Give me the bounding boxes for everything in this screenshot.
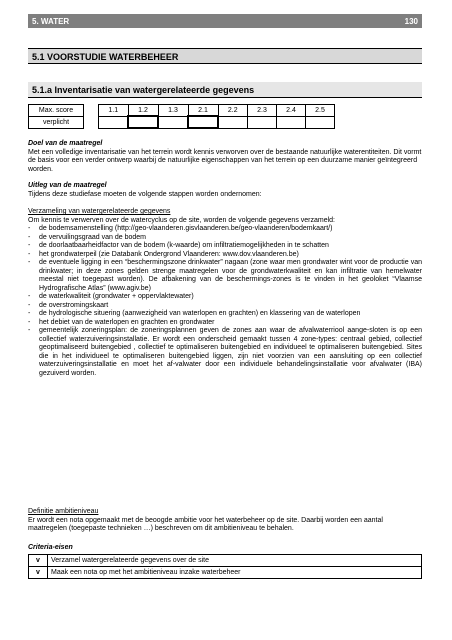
score-cell [277,116,306,128]
list-item: - de hydrologische situering (aanwezigheid van waterlopen en grachten) en klassering van de waterlopen [28,310,422,319]
score-col: 2.3 [248,105,277,117]
check-icon: v [29,555,48,567]
score-col: 2.4 [277,105,306,117]
verzameling-block [28,208,422,378]
doel-block [28,140,422,174]
criteria-heading: Criteria-eisen [28,544,73,551]
list-item: - de doorlaatbaarheidfactor van de bodem (k-waarde) om infiltratiemogelijkheden in te schatten [28,242,422,251]
max-score-label: Max. score [29,105,84,117]
list-item: - de eventuele ligging in een “beschermingszone drinkwater” nagaan (zone waar men grondwater wint voor de productie van drinkwater; in deze zones gelden strenge maatregelen voor de grondwaterkwaliteit en kan infiltratie van hemelwater meestal niet toegepast worden). De afbakening van de beschermings-zones is te vinden in het geoloket “Vlaamse Hydrografische Atlas” (www.agiv.be) [28,259,422,293]
score-cell [248,116,277,128]
criteria-table [28,554,422,579]
uitleg-block [28,182,422,199]
criteria-item: Maak een nota op met het ambitieniveau inzake waterbeheer [48,567,422,579]
criteria-row [29,567,422,579]
uitleg-text: Tijdens deze studiefase moeten de volgende stappen worden ondernomen: [28,190,262,198]
uitleg-heading: Uitleg van de maatregel [28,182,107,189]
list-item: - gemeentelijk zoneringsplan: de zoneringsplannen geven de zones aan waar de afvalwaterriool aange-sloten is op een collectief waterzuiveringsinstallatie. Er wordt een onderscheid gemaakt tussen 4 zone-types: centraal gebied, collectief geoptimaliseerd buitengebied , collectief te optimaliseren buitengebied en individueel te optimaliseren buitengebied. Sites die in het individueel te optimaliseren buitengebied liggen, zijn niet voorzien van een aansluiting op een collectief waterzuiveringsinstallatie en moet het af-valwater door een individuele behandelingsinstallatie voor afvalwater (IBA) gezuiverd worden. [28,327,422,378]
list-item: - de bodemsamenstelling (http://geo-vlaanderen.gisvlaanderen.be/geo-vlaanderen/bodemkaart/) [28,225,422,234]
score-cell [218,116,248,128]
verzameling-intro: Om kennis te verwerven over de watercyclus op de site, worden de volgende gegevens verzameld: [28,216,335,224]
page-number: 130 [404,16,418,26]
list-item: - de overstromingskaart [28,302,422,311]
section-title: 5.1 VOORSTUDIE WATERBEHEER [28,48,422,64]
score-col: 1.3 [158,105,188,117]
doel-text: Met een volledige inventarisatie van het terrein wordt kennis verworven over de bestaande natuurlijke waterentiteiten. Dit vormt de basis voor een verder ontwerp waarbij de natuurlijke eigenschappen van het terrein op een duurzame manier geïntegreerd worden. [28,148,422,173]
criteria-row [29,555,422,567]
score-table [28,104,335,129]
score-cell [306,116,335,128]
criteria-item: Verzamel watergerelateerde gegevens over de site [48,555,422,567]
doel-heading: Doel van de maatregel [28,140,103,147]
score-col: 1.1 [99,105,129,117]
score-row-verplicht [29,116,335,128]
score-cell-marked [128,116,158,128]
score-cell [99,116,129,128]
list-item: - de waterkwaliteit (grondwater + oppervlaktewater) [28,293,422,302]
score-col: 2.1 [188,105,218,117]
score-col: 2.5 [306,105,335,117]
score-row-max [29,105,335,117]
verplicht-label: verplicht [29,116,84,128]
score-col: 2.2 [218,105,248,117]
ambitie-text: Er wordt een nota opgemaakt met de beoogde ambitie voor het waterbeheer op de site. Daarbij worden een aantal maatregelen (toegepaste technieken …) beschreven om dit ambitieniveau te behalen. [28,516,383,532]
ambitie-block [28,508,422,534]
score-col: 1.2 [128,105,158,117]
ambitie-heading: Definitie ambitieniveau [28,508,99,515]
page-header [28,14,422,28]
subsection-title: 5.1.a Inventarisatie van watergerelateerde gegevens [28,82,422,98]
check-icon: v [29,567,48,579]
list-item: - het debiet van de waterlopen en grachten en grondwater [28,319,422,328]
verzameling-heading: Verzameling van watergerelateerde gegevens [28,208,171,215]
score-cell-marked [188,116,218,128]
list-item: - het grondwaterpeil (zie Databank Ondergrond Vlaanderen: www.dov.vlaanderen.be) [28,251,422,260]
score-cell [158,116,188,128]
verzameling-list [28,225,422,378]
chapter-label: 5. WATER [32,16,70,26]
list-item: - de vervuilingsgraad van de bodem [28,234,422,243]
